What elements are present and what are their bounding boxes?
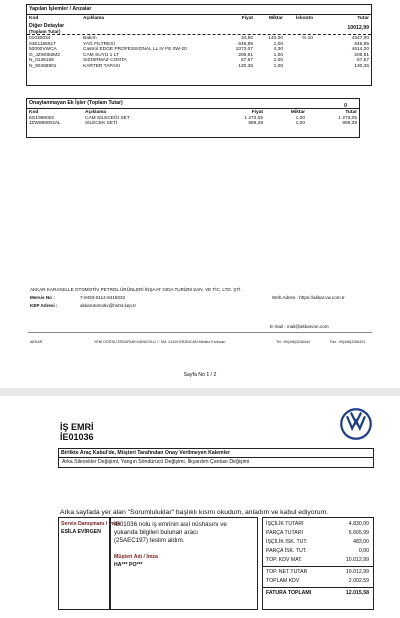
totals-value: 10.012,99: [345, 569, 369, 575]
statement-line-2: yukarıda bilgileri bulunan aracı: [114, 529, 198, 536]
totals-label: PARÇA TUTARI: [266, 530, 303, 536]
group-total: 10012,99: [347, 25, 369, 31]
totals-value: 4.830,00: [348, 521, 369, 527]
web-address-link[interactable]: Web Adresi : https://akkar.vw.com.tr: [272, 295, 345, 300]
col-aciklama: Açıklama: [83, 16, 105, 21]
repairs-section: [26, 4, 372, 86]
kep-value: akkarotomotiv@hs04.kep.tr: [80, 303, 136, 308]
totals-value: 10.012,99: [345, 557, 369, 563]
table-row: 04E115561T YAĞ FİLTRESİ 646,85 1,00 646,85: [29, 41, 369, 47]
advisor-label: Servis Danışmanı / İmza: [61, 521, 121, 527]
totals-label: TOP. KDV MAT.: [266, 557, 303, 563]
advisor-box: [58, 517, 121, 610]
unapproved-section-title: Onaylanmayan Ek İşler (Toplam Tutar): [29, 100, 123, 106]
statement-line-3: (25AEC197) teslim aldım.: [114, 537, 185, 544]
totals-label: PARÇA İSK. TUT.: [266, 548, 307, 554]
company-name: AKKAR KARAKELLE OTOMOTİV PETROL ÜRÜNLERİ İNŞAAT GIDA TURİZM SAN. VE TİC. LTD. ŞTİ.: [30, 287, 242, 292]
totals-box: [262, 517, 374, 610]
table-row: N_0138158 SIZDIRMAZ CONTA 67,67 1,00 67,67: [29, 58, 369, 64]
kep-label: KEP Adresi :: [30, 303, 58, 308]
table-row: 01030034 Bakım 34,50 140,00 % 10 4347,00: [29, 36, 369, 41]
col-iskonto: İskonto: [295, 16, 313, 21]
mersis-value: 7-8453-9114-8416032: [80, 295, 126, 300]
unapproved-table: [28, 110, 358, 127]
fax-number: Fax : 90(446)2266101: [330, 340, 366, 344]
totals-label: İŞÇİLİK İSK. TUT.: [266, 539, 308, 545]
group-sub: (Toplam Tutar): [29, 29, 61, 34]
totals-label: İŞÇİLİK TUTARI: [266, 521, 304, 527]
customer-name: HA*** PO***: [114, 562, 143, 568]
table-row: G_JZW050M2 CAM SUYU 1 LT 206,91 1,00 206,91: [29, 52, 369, 58]
table-row: JZW998002AL SİLECEK SETİ 969,39 1,00 969,39: [29, 121, 357, 127]
col-fiyat: Fiyat: [241, 16, 253, 21]
unapproved-header-row: Kod Açıklama Fiyat Miktar Tutar: [29, 110, 357, 115]
totals-value: 2.002,59: [348, 578, 369, 584]
work-order-number: İE01036: [60, 432, 94, 442]
address-company: AKKAR: [30, 340, 43, 344]
repairs-header-row: [28, 16, 370, 22]
document-page-2: [0, 396, 400, 618]
totals-value: 5.665,99: [348, 530, 369, 536]
approved-items-box: [58, 448, 374, 468]
unapproved-section: [26, 98, 360, 138]
volkswagen-logo-icon: [340, 408, 372, 440]
advisor-name: ESİLA EVİRGEN: [61, 529, 101, 535]
mersis-label: Mersis No :: [30, 295, 55, 300]
totals-value: 0,00: [358, 548, 369, 554]
repairs-section-title: Yapılan İşlemler / Arızalar: [29, 6, 92, 12]
table-row: 5G1998002 CAM SİLECEĞİ SET 1 273,05 1,00 1 273,05: [29, 115, 357, 121]
totals-label: TOP. NET TUTAR: [266, 569, 308, 575]
page-number: Sayfa No 1 / 2: [183, 372, 217, 378]
table-row: 50000VWCA Castrol EDGE PROFESSIONAL LL IV FE 0W-20 1073,07 4,30 4614,20: [29, 47, 369, 53]
invoice-total-label: FATURA TOPLAMI: [266, 590, 312, 596]
phone-number: Tel : 90(446)2246444: [276, 340, 310, 344]
address-text: YENİ DOĞSU ERZURUM KARAYOLU 7. KM. 24100 ERZİNCAN Merkez Erzincan: [94, 340, 226, 344]
col-kod: Kod: [29, 16, 39, 21]
table-row: N_90288901 KARTER TAPASI 130,36 1,00 130,36: [29, 63, 369, 69]
invoice-total-value: 12.015,58: [345, 590, 369, 596]
work-order-title: İŞ EMRİ: [60, 422, 94, 432]
customer-statement-box: [110, 517, 258, 610]
col-tutar: Tutar: [357, 16, 369, 21]
acknowledgement-notice: Arka sayfada yer alan "Sorumluluklar" başlıklı kısmı okudum, anladım ve kabul ediyorum.: [60, 509, 329, 516]
totals-label: TOPLAM KDV: [266, 578, 300, 584]
statement-line-1: İE01036 nolu iş emrinin asıl nüshasını ve: [114, 521, 227, 528]
totals-value: 483,00: [353, 539, 369, 545]
repairs-table: [28, 36, 370, 70]
email-link[interactable]: E-mail : mail@akkarvon.com: [270, 324, 329, 329]
group-label: Diğer Detaylar: [29, 23, 65, 29]
unapproved-section-total: 0: [344, 103, 347, 109]
customer-label: Müşteri Adı / İmza: [114, 554, 158, 560]
approved-items-title: Birlikte Araç Kabul'de, Müşteri Tarafından Onay Verilmeyen Kalemler: [61, 450, 231, 456]
approved-items-text: Arka Silecekler Değişimi, Yangın Söndürücü Değişimi, İlkyardım Çantası Değişimi: [62, 459, 250, 465]
col-miktar: Miktar: [268, 16, 283, 21]
